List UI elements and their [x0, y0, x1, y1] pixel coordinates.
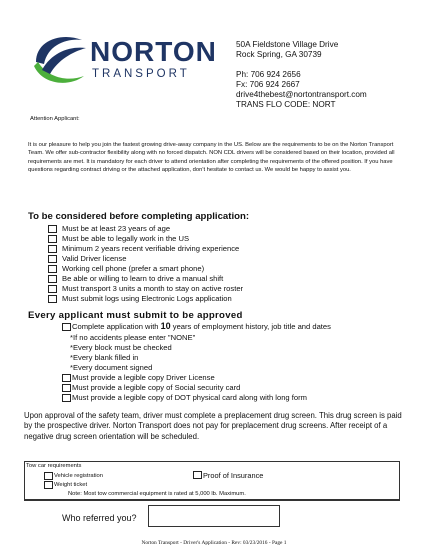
tow-equipment-note: Note: Most tow commercial equipment is rated at 5,000 lb. Maximum.	[68, 491, 246, 497]
transport-units-checkbox[interactable]	[48, 285, 57, 293]
vehicle-registration-checkbox[interactable]	[44, 472, 53, 480]
requirement-license: Valid Driver license	[62, 254, 127, 263]
trans-flo-code: TRANS FLO CODE: NORT	[236, 100, 336, 109]
legal-work-checkbox[interactable]	[48, 235, 57, 243]
address-line-1: 50A Fieldstone Village Drive	[236, 40, 339, 49]
logo-tagline: TRANSPORT	[92, 68, 190, 80]
weight-ticket-label: Weight ticket	[54, 482, 88, 488]
address-line-2: Rock Spring, GA 30739	[236, 50, 322, 59]
requirement-electronic-logs: Must submit logs using Electronic Logs application	[62, 294, 232, 303]
requirement-cell-phone: Working cell phone (prefer a smart phone)	[62, 264, 205, 273]
social-security-copy-item: Must provide a legible copy of Social security card	[72, 383, 241, 392]
dot-physical-copy-checkbox[interactable]	[62, 394, 71, 402]
application-history-checkbox[interactable]	[62, 323, 71, 331]
vehicle-registration-label: Vehicle registration	[54, 473, 103, 479]
before-requirements-heading: To be considered before completing application:	[28, 211, 250, 222]
manual-shift-checkbox[interactable]	[48, 275, 57, 283]
application-history-item: Complete application with 10 years of employment history, job title and dates	[72, 321, 331, 331]
proof-insurance-label: Proof of Insurance	[203, 471, 264, 480]
who-referred-label: Who referred you?	[62, 513, 137, 523]
requirement-age: Must be at least 23 years of age	[62, 224, 171, 233]
years-count: 10	[160, 321, 171, 331]
phone-number: Ph: 706 924 2656	[236, 70, 301, 79]
note-no-accidents: *If no accidents please enter "NONE"	[70, 333, 196, 342]
driver-license-copy-item: Must provide a legible copy Driver License	[72, 373, 215, 382]
social-security-copy-checkbox[interactable]	[62, 384, 71, 392]
note-blocks-checked: *Every block must be checked	[70, 343, 172, 352]
driver-license-copy-checkbox[interactable]	[62, 374, 71, 382]
tow-car-requirements-title: Tow car requirements	[26, 463, 82, 469]
cell-phone-checkbox[interactable]	[48, 265, 57, 273]
tow-box-divider	[24, 499, 400, 500]
logo-wordmark: NORTON	[90, 36, 217, 67]
proof-insurance-checkbox[interactable]	[193, 471, 202, 479]
logo-swoosh-icon	[28, 26, 92, 90]
fax-number: Fx: 706 924 2667	[236, 80, 300, 89]
dot-physical-copy-item: Must provide a legible copy of DOT physical card along with long form	[72, 393, 307, 402]
every-applicant-heading: Every applicant must submit to be approved	[28, 310, 243, 321]
company-logo	[28, 26, 217, 90]
requirement-transport-units: Must transport 3 units a month to stay on active roster	[62, 284, 244, 293]
weight-ticket-checkbox[interactable]	[44, 481, 53, 489]
attention-line: Attention Applicant:	[30, 116, 80, 122]
requirement-legal-work: Must be able to legally work in the US	[62, 234, 190, 243]
requirement-manual-shift: Be able or willing to learn to drive a manual shift	[62, 274, 224, 283]
requirement-experience: Minimum 2 years recent verifiable driving experience	[62, 244, 240, 253]
page-footer: Norton Transport - Driver's Application - Rev: 03/23/2016 - Page 1	[141, 540, 287, 546]
age-checkbox[interactable]	[48, 225, 57, 233]
drug-screen-paragraph: Upon approval of the safety team, driver must complete a preplacement drug screen. This drug screen is paid by the prospective driver. Norton Transport does not pay for preplacement drug screens. After receipt of a negative drug screen orientation will be scheduled.	[24, 411, 402, 441]
electronic-logs-checkbox[interactable]	[48, 295, 57, 303]
email-address: drive4thebest@nortontransport.com	[236, 90, 367, 99]
who-referred-input[interactable]	[148, 505, 280, 527]
note-blanks-filled: *Every blank filled in	[70, 353, 139, 362]
intro-paragraph: It is our pleasure to help you join the fastest growing drive-away company in the US. Below are the requirements to be on the Norton Transport Team. We offer sub-contractor flexibility along with no forced dispatch. NON CDL drivers will be considered based on their location, provided all requirements are met. It is mandatory for each driver to attend orientation after completing the requirements of the offered position. If you have questions regarding contract driving or the attached application, don't hesitate to contact us. We would be happy to assist you.	[28, 142, 395, 174]
license-checkbox[interactable]	[48, 255, 57, 263]
note-documents-signed: *Every document signed	[70, 363, 153, 372]
experience-checkbox[interactable]	[48, 245, 57, 253]
